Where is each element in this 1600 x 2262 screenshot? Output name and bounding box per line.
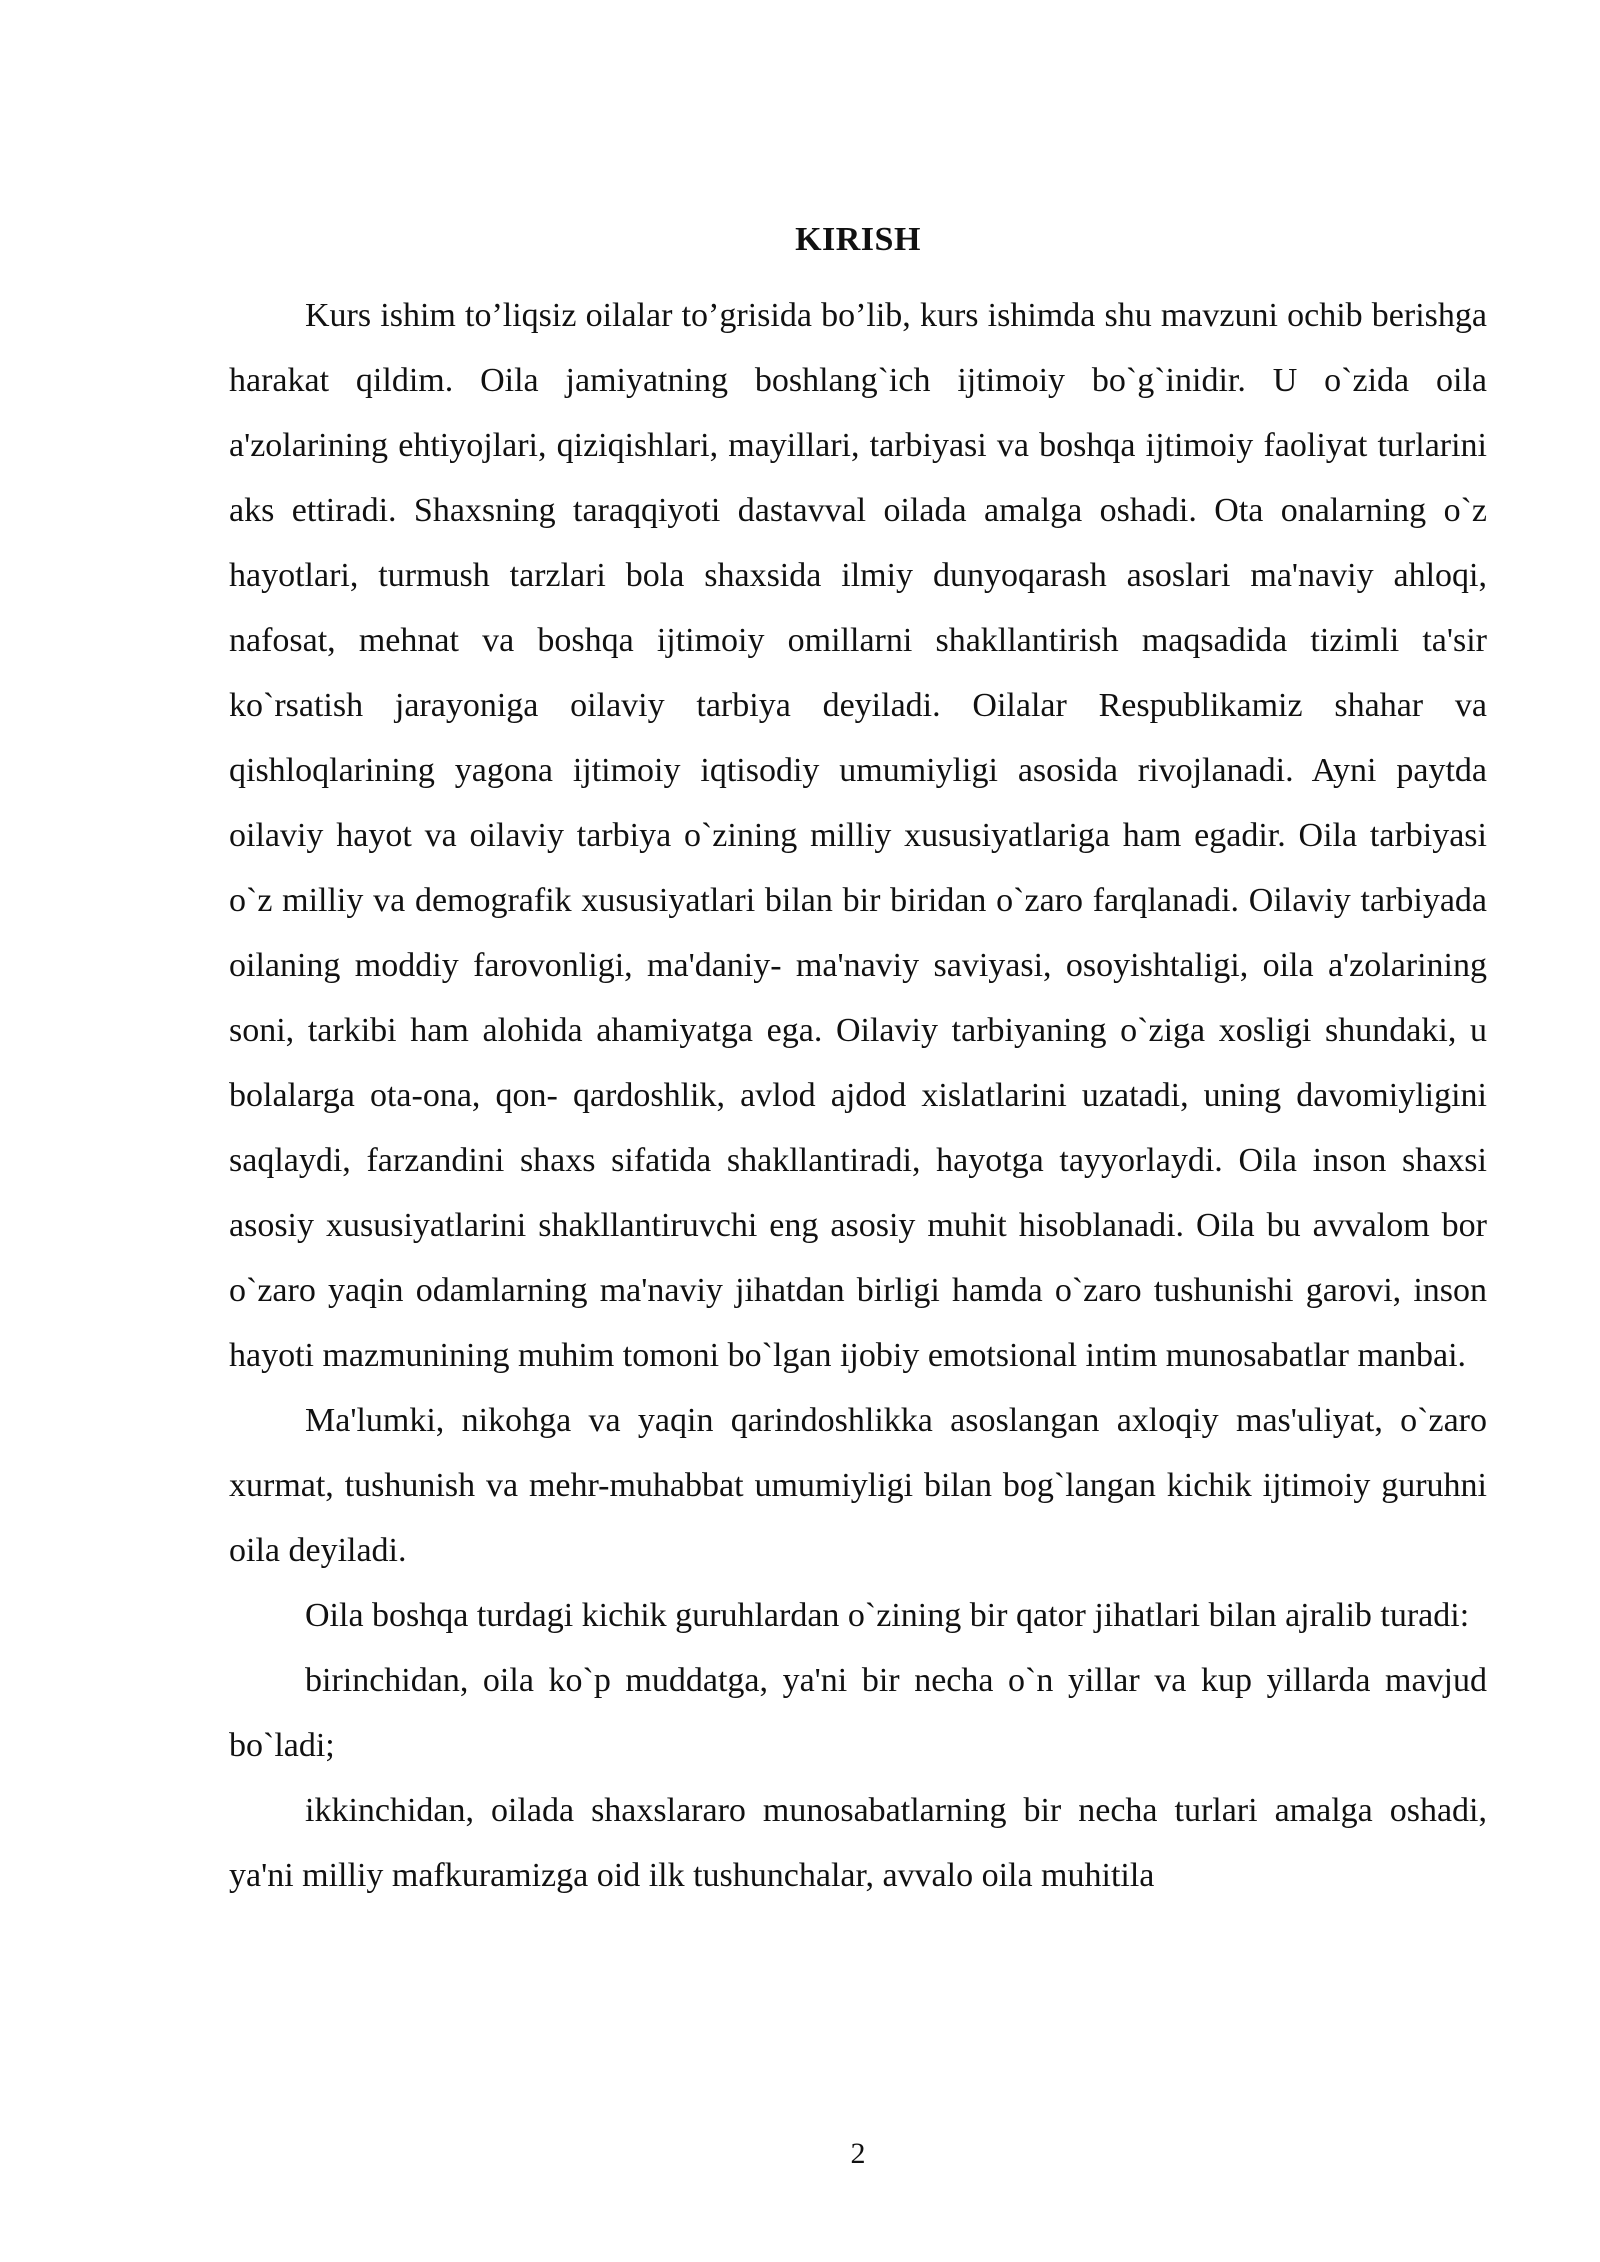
paragraph-5: ikkinchidan, oilada shaxslararo munosabatlarning bir necha turlari amalga oshadi, ya'ni milliy mafkuramizga oid ilk tushunchalar, avvalo oila muhitila: [229, 1792, 1487, 1894]
document-page: [229, 0, 1487, 2262]
paragraph-3: Oila boshqa turdagi kichik guruhlardan o`zining bir qator jihatlari bilan ajralib turadi:: [305, 1597, 1470, 1634]
page-number: 2: [850, 2137, 866, 2170]
paragraph-4: birinchidan, oila ko`p muddatga, ya'ni bir necha o`n yillar va kup yillarda mavjud bo`ladi;: [229, 1662, 1487, 1764]
paragraph-1: Kurs ishim to’liqsiz oilalar to’grisida bo’lib, kurs ishimda shu mavzuni ochib berishga harakat qildim. Oila jamiyatning boshlang`ich ijtimoiy bo`g`inidir. U o`zida oila a'zolarining ehtiyojlari, qiziqishlari, mayillari, tarbiyasi va boshqa ijtimoiy faoliyat turlarini aks ettiradi. Shaxsning taraqqiyoti dastavval oilada amalga oshadi. Ota onalarning o`z hayotlari, turmush tarzlari bola shaxsida ilmiy dunyoqarash asoslari ma'naviy ahloqi, nafosat, mehnat va boshqa ijtimoiy omillarni shakllantirish maqsadida tizimli ta'sir ko`rsatish jarayoniga oilaviy tarbiya deyiladi. Oilalar Respublikamiz shahar va qishloqlarining yagona ijtimoiy iqtisodiy umumiyligi asosida rivojlanadi. Ayni paytda oilaviy hayot va oilaviy tarbiya o`zining milliy xususiyatlariga ham egadir. Oila tarbiyasi o`z milliy va demografik xususiyatlari bilan bir biridan o`zaro farqlanadi. Oilaviy tarbiyada oilaning moddiy farovonligi, ma'daniy- ma'naviy saviyasi, osoyishtaligi, oila a'zolarining soni, tarkibi ham alohida ahamiyatga ega. Oilaviy tarbiyaning o`ziga xosligi shundaki, u bolalarga ota-ona, qon- qardoshlik, avlod ajdod xislatlarini uzatadi, uning davomiyligini saqlaydi, farzandini shaxs sifatida shakllantiradi, hayotga tayyorlaydi. Oila inson shaxsi asosiy xususiyatlarini shakllantiruvchi eng asosiy muhit hisoblanadi. Oila bu avvalom bor o`zaro yaqin odamlarning ma'naviy jihatdan birligi hamda o`zaro tushunishi garovi, inson hayoti mazmunining muhim tomoni bo`lgan ijobiy emotsional intim munosabatlar manbai.: [229, 297, 1487, 1374]
paragraph-2: Ma'lumki, nikohga va yaqin qarindoshlikka asoslangan axloqiy mas'uliyat, o`zaro xurmat, tushunish va mehr-muhabbat umumiyligi bilan bog`langan kichik ijtimoiy guruhni oila deyiladi.: [229, 1402, 1487, 1569]
page-title: KIRISH: [795, 221, 921, 258]
body-text: [229, 283, 1487, 1908]
